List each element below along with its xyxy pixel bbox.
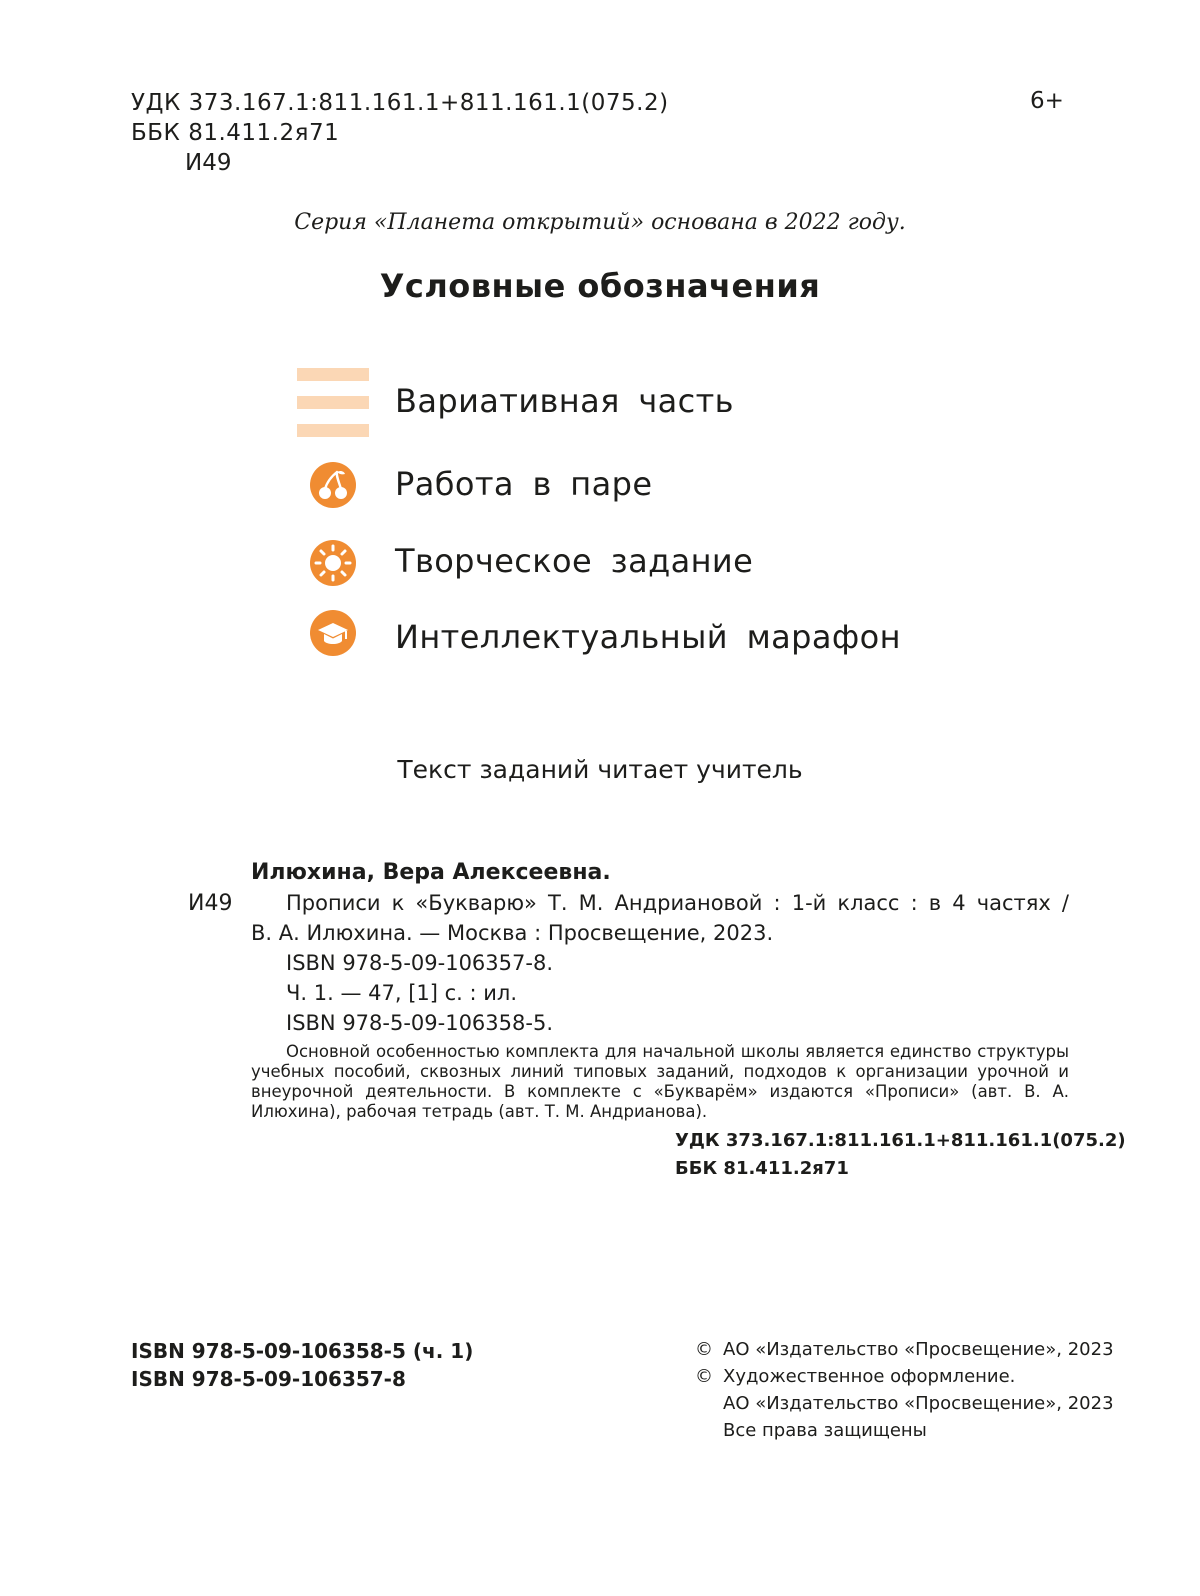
cherry-icon	[310, 462, 356, 508]
rights-reserved: Все права защищены	[723, 1420, 927, 1441]
record-publisher-line: В. А. Илюхина. — Москва : Просвещение, 2023.	[251, 921, 774, 945]
legend-title: Условные обозначения	[379, 267, 821, 305]
age-rating: 6+	[1030, 88, 1064, 114]
teacher-note: Текст заданий читает учитель	[397, 755, 803, 784]
legend-label-creative: Творческое задание	[395, 542, 754, 580]
footer-isbn-part: ISBN 978-5-09-106358-5 (ч. 1)	[131, 1339, 474, 1363]
copyright-symbol: ©	[695, 1366, 713, 1387]
record-isbn-general: ISBN 978-5-09-106357-8.	[286, 951, 553, 975]
sun-icon	[310, 540, 356, 586]
copyright-symbol: ©	[695, 1339, 713, 1360]
striped-bars-icon	[297, 368, 369, 438]
annotation-text: Основной особенностью комплекта для начальной школы является единство структуры учебных пособий, сквозных линий типовых заданий, подходов к организации урочной и внеурочной деятельности. В комплекте с «Букварём» издаются «Прописи» (авт. В. А. Илюхина), рабочая тетрадь (авт. Т. М. Андрианова).	[251, 1042, 1069, 1121]
udk-header	[131, 88, 669, 148]
record-bbk: ББК 81.411.2я71	[675, 1158, 849, 1179]
record-classification	[675, 1127, 1126, 1183]
copyright-line-1: АО «Издательство «Просвещение», 2023	[723, 1339, 1114, 1360]
series-note: Серия «Планета открытий» основана в 2022 году.	[294, 210, 906, 235]
legend-label-marathon: Интеллектуальный марафон	[395, 618, 901, 656]
record-part-line: Ч. 1. — 47, [1] с. : ил.	[286, 981, 518, 1005]
catalog-code-top: И49	[185, 150, 232, 176]
footer-isbn-set: ISBN 978-5-09-106357-8	[131, 1367, 406, 1391]
record-udk: УДК 373.167.1:811.161.1+811.161.1(075.2)	[675, 1130, 1126, 1151]
udk-code: УДК 373.167.1:811.161.1+811.161.1(075.2)	[131, 90, 669, 116]
bbk-code: ББК 81.411.2я71	[131, 120, 340, 146]
copyright-line-2: АО «Издательство «Просвещение», 2023	[723, 1393, 1114, 1414]
catalog-code-record: И49	[188, 891, 233, 916]
graduation-cap-icon	[310, 610, 356, 656]
legend-label-pair-work: Работа в паре	[395, 465, 653, 503]
record-title-line: Прописи к «Букварю» Т. М. Андриановой : 1-й класс : в 4 частях /	[286, 891, 1069, 915]
author-name: Илюхина, Вера Алексеевна.	[251, 860, 611, 885]
copyright-block	[695, 1336, 1114, 1444]
copyright-design-label: Художественное оформление.	[723, 1366, 1016, 1387]
record-isbn-part: ISBN 978-5-09-106358-5.	[286, 1011, 553, 1035]
footer-isbn-block	[131, 1337, 473, 1393]
legend-label-variative: Вариативная часть	[395, 382, 734, 420]
